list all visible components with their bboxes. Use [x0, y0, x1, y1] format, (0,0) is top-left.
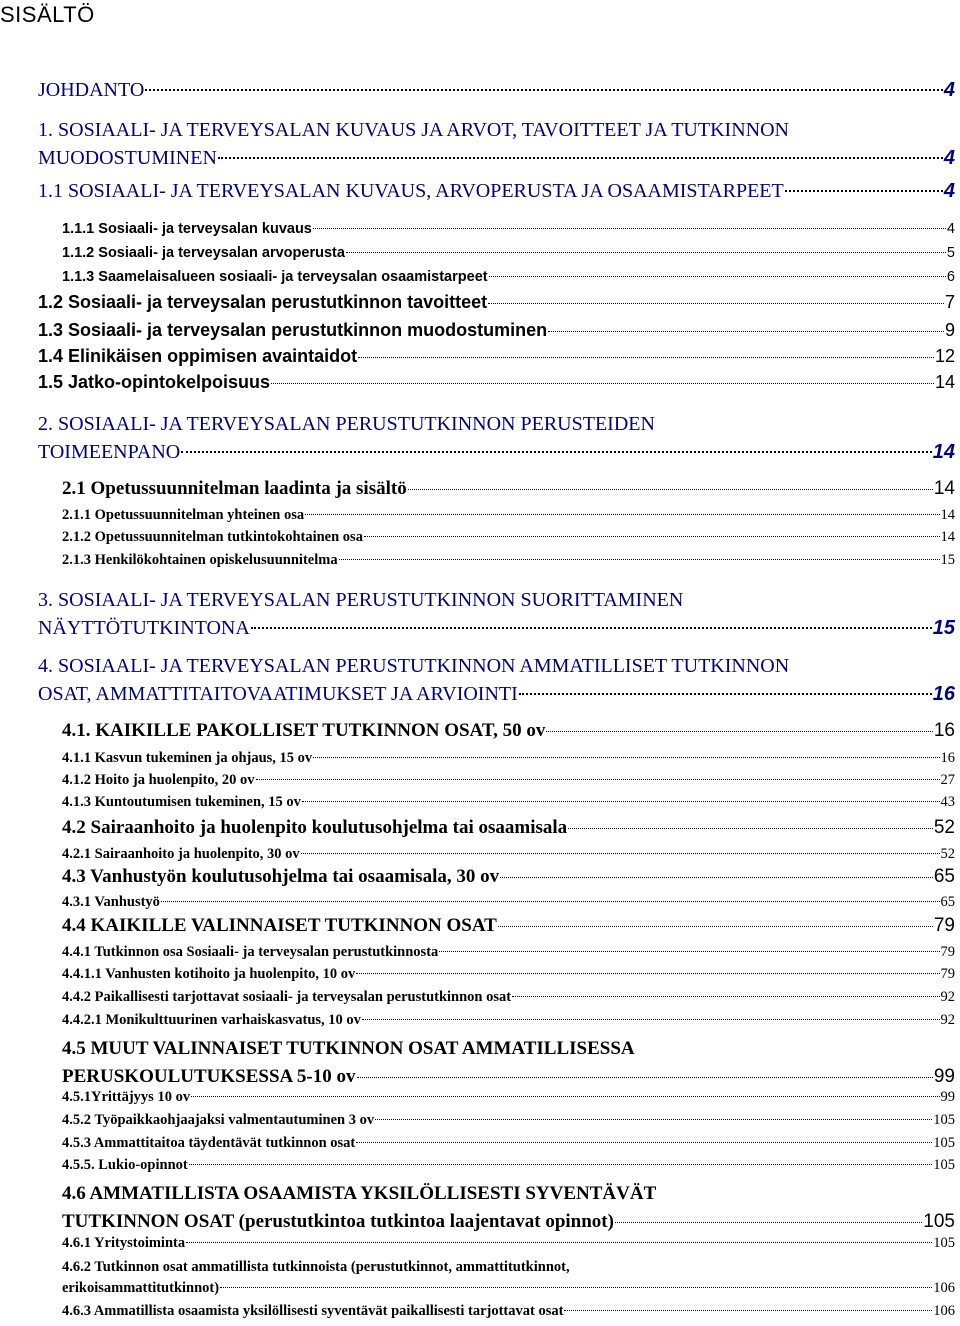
toc-page-number: 14: [934, 372, 955, 392]
toc-entry-title-continued: MUODOSTUMINEN: [38, 147, 217, 169]
dot-leader: [785, 190, 943, 192]
toc-entry-row: [62, 817, 955, 839]
toc-entry-row: [62, 551, 955, 569]
toc-entry-row: [62, 915, 955, 937]
toc-entry-title: 4.5.5. Lukio-opinnot: [62, 1157, 188, 1173]
toc-entry[interactable]: [62, 817, 955, 839]
toc-entry-title: 4.6 AMMATILLISTA OSAAMISTA YKSILÖLLISESTI SYVENTÄVÄT: [62, 1183, 657, 1204]
toc-page-number: 5: [946, 245, 955, 261]
toc-entry-row: [62, 893, 955, 911]
toc-entry-title: 4.4.1.1 Vanhusten kotihoito ja huolenpito, 10 ov: [62, 966, 356, 982]
toc-entry-title: JOHDANTO: [38, 79, 145, 101]
toc-entry-title: 1.3 Sosiaali- ja terveysalan perustutkinnon muodostuminen: [38, 320, 548, 340]
toc-entry-row: [38, 680, 955, 708]
dot-leader: [568, 828, 933, 829]
toc-page-number: 4: [943, 180, 955, 202]
toc-entry[interactable]: [38, 77, 955, 103]
toc-entry-title: 4.6.2 Tutkinnon osat ammatillista tutkinnoista (perustutkinnot, ammattitutkinnot,: [62, 1259, 570, 1275]
toc-entry[interactable]: [38, 292, 955, 312]
dot-leader: [546, 731, 932, 732]
toc-entry[interactable]: [62, 478, 955, 500]
dot-leader: [218, 157, 943, 159]
toc-entry-title: 4.4 KAIKILLE VALINNAISET TUTKINNON OSAT: [62, 915, 497, 936]
toc-entry-row: [38, 292, 955, 312]
toc-entry[interactable]: [62, 771, 955, 789]
dot-leader: [362, 1019, 940, 1020]
toc-entry-row: [62, 988, 955, 1006]
dot-leader: [408, 489, 933, 490]
dot-leader: [161, 901, 940, 902]
toc-entry[interactable]: [62, 965, 955, 983]
toc-entry-title: 1.1.2 Sosiaali- ja terveysalan arvoperusta: [62, 245, 345, 261]
toc-entry-title: 4.4.1 Tutkinnon osa Sosiaali- ja terveysalan perustutkinnosta: [62, 944, 439, 960]
toc-entry-row: [62, 771, 955, 789]
toc-entry-title: 4.5.2 Työpaikkaohjaajaksi valmentautuminen 3 ov: [62, 1112, 375, 1128]
toc-entry-row: [62, 1208, 955, 1236]
toc-entry[interactable]: [62, 866, 955, 888]
toc-entry[interactable]: [38, 116, 955, 172]
toc-entry-row: [62, 528, 955, 546]
toc-entry[interactable]: [62, 1088, 955, 1106]
toc-entry[interactable]: [62, 1111, 955, 1129]
toc-page-number: 14: [933, 478, 955, 499]
toc-page-number: 105: [933, 1135, 955, 1151]
toc-page-number: 14: [940, 507, 955, 523]
dot-leader: [181, 451, 932, 453]
toc-entry-title: 1.5 Jatko-opintokelpoisuus: [38, 372, 271, 392]
dot-leader: [271, 383, 934, 384]
toc-entry-row: [62, 268, 955, 286]
toc-entry-title: 1.4 Elinikäisen oppimisen avaintaidot: [38, 346, 358, 366]
toc-page-number: 4: [943, 147, 955, 169]
toc-entry[interactable]: [62, 528, 955, 546]
toc-page-number: 105: [923, 1211, 955, 1232]
toc-entry[interactable]: [62, 220, 955, 238]
toc-entry-row: [62, 1234, 955, 1252]
dot-leader: [346, 252, 946, 253]
dot-leader: [488, 303, 944, 304]
toc-entry-row: [62, 845, 955, 863]
toc-entry-title: 1.2 Sosiaali- ja terveysalan perustutkinnon tavoitteet: [38, 292, 488, 312]
toc-entry[interactable]: [62, 1234, 955, 1252]
dot-leader: [358, 357, 934, 358]
dot-leader: [548, 331, 944, 332]
dot-leader: [356, 1142, 932, 1143]
dot-leader: [512, 996, 939, 997]
dot-leader: [564, 1310, 932, 1311]
toc-entry[interactable]: [62, 988, 955, 1006]
toc-entry-row: [62, 1156, 955, 1174]
toc-page-number: 99: [940, 1089, 955, 1105]
toc-entry-title: 4.5.1Yrittäjyys 10 ov: [62, 1089, 191, 1105]
dot-leader: [615, 1222, 922, 1223]
toc-entry-row: [62, 749, 955, 767]
toc-entry[interactable]: [38, 178, 955, 204]
toc-entry[interactable]: [62, 1011, 955, 1029]
toc-entry-title: 4.4.2.1 Monikulttuurinen varhaiskasvatus, 10 ov: [62, 1012, 361, 1028]
toc-entry-row: [62, 720, 955, 742]
toc-page-number: 79: [940, 966, 955, 982]
page-title: SISÄLTÖ: [0, 2, 95, 27]
toc-entry-row: [38, 178, 955, 204]
toc-entry-title: 2.1.1 Opetussuunnitelman yhteinen osa: [62, 507, 305, 523]
toc-entry-row: [38, 438, 955, 466]
toc-entry-row: [62, 1134, 955, 1152]
toc-entry[interactable]: [62, 893, 955, 911]
toc-entry-title: 4.1.1 Kasvun tukeminen ja ohjaus, 15 ov: [62, 750, 313, 766]
toc-entry-title-continued: PERUSKOULUTUKSESSA 5-10 ov: [62, 1066, 356, 1087]
toc-entry-title-continued: NÄYTTÖTUTKINTONA: [38, 617, 250, 639]
toc-entry-row: [38, 320, 955, 340]
dot-leader: [364, 536, 940, 537]
dot-leader: [191, 1096, 939, 1097]
toc-entry-title: 4.6.3 Ammatillista osaamista yksilöllisesti syventävät paikallisesti tarjottavat osat: [62, 1303, 564, 1319]
toc-entry-title: 4. SOSIAALI- JA TERVEYSALAN PERUSTUTKINNON AMMATILLISET TUTKINNON: [38, 655, 790, 677]
toc-entry[interactable]: [62, 506, 955, 524]
toc-entry[interactable]: [62, 1156, 955, 1174]
toc-page-number: 79: [940, 944, 955, 960]
dot-leader: [313, 757, 939, 758]
toc-page-number: 4: [943, 79, 955, 101]
dot-leader: [301, 853, 940, 854]
dot-leader: [339, 559, 940, 560]
toc-page-number: 43: [940, 794, 955, 810]
toc-entry-row: [38, 614, 955, 642]
toc-entry-row: [62, 1302, 955, 1320]
dot-leader: [375, 1119, 932, 1120]
toc-page-number: 99: [933, 1066, 955, 1087]
toc-page-number: 65: [940, 894, 955, 910]
toc-page-number: 15: [932, 617, 955, 639]
dot-leader: [500, 877, 933, 878]
toc-entry-title: 4.3 Vanhustyön koulutusohjelma tai osaamisala, 30 ov: [62, 866, 500, 887]
toc-page-number: 52: [933, 817, 955, 838]
dot-leader: [519, 693, 932, 695]
toc-page-number: 15: [940, 552, 955, 568]
toc-page-number: 14: [932, 441, 955, 463]
toc-entry-title: 1.1.1 Sosiaali- ja terveysalan kuvaus: [62, 221, 312, 237]
toc-entry[interactable]: [38, 410, 955, 466]
dot-leader: [498, 926, 933, 927]
toc-entry-row: [62, 220, 955, 238]
dot-leader: [302, 801, 940, 802]
toc-page-number: 106: [933, 1303, 955, 1319]
toc-page-number: 106: [933, 1280, 955, 1296]
toc-page-number: 65: [933, 866, 955, 887]
dot-leader: [145, 89, 943, 91]
toc-entry-title: 4.4.2 Paikallisesti tarjottavat sosiaali- ja terveysalan perustutkinnon osat: [62, 989, 512, 1005]
toc-page-number: 4: [946, 221, 955, 237]
toc-entry-row: [38, 144, 955, 172]
dot-leader: [189, 1164, 933, 1165]
toc-entry[interactable]: [38, 586, 955, 642]
toc-entry[interactable]: [62, 1134, 955, 1152]
toc-entry[interactable]: [62, 720, 955, 742]
toc-page-number: 92: [940, 1012, 955, 1028]
toc-entry-row: [62, 244, 955, 262]
toc-entry-title: 2. SOSIAALI- JA TERVEYSALAN PERUSTUTKINNON PERUSTEIDEN: [38, 413, 655, 435]
toc-entry-row: [62, 478, 955, 500]
toc-entry-row: [62, 1011, 955, 1029]
toc-entry-title: 1. SOSIAALI- JA TERVEYSALAN KUVAUS JA ARVOT, TAVOITTEET JA TUTKINNON: [38, 119, 789, 141]
toc-page-number: 16: [940, 750, 955, 766]
toc-page-number: 105: [933, 1235, 955, 1251]
toc-entry[interactable]: [62, 943, 955, 961]
dot-leader: [439, 951, 939, 952]
toc-entry-title: 4.3.1 Vanhustyö: [62, 894, 160, 910]
toc-entry[interactable]: [62, 1180, 955, 1236]
dot-leader: [256, 779, 940, 780]
dot-leader: [251, 627, 932, 629]
toc-entry[interactable]: [62, 1257, 955, 1299]
toc-entry[interactable]: [38, 652, 955, 708]
toc-page-number: 92: [940, 989, 955, 1005]
toc-page-number: 52: [940, 846, 955, 862]
toc-entry[interactable]: [62, 793, 955, 811]
dot-leader: [357, 1077, 933, 1078]
toc-entry[interactable]: [62, 551, 955, 569]
toc-entry[interactable]: [62, 915, 955, 937]
dot-leader: [313, 228, 946, 229]
dot-leader: [305, 514, 939, 515]
toc-entry-row: [38, 77, 955, 103]
toc-entry[interactable]: [38, 346, 955, 366]
toc-page-number: 14: [940, 529, 955, 545]
toc-entry-row: [62, 965, 955, 983]
toc-entry-title: 4.5.3 Ammattitaitoa täydentävät tutkinnon osat: [62, 1135, 356, 1151]
toc-entry-title-continued: TUTKINNON OSAT (perustutkintoa tutkintoa laajentavat opinnot): [62, 1211, 614, 1232]
toc-entry-row: [62, 1278, 955, 1299]
toc-page-number: 79: [933, 915, 955, 936]
toc-entry-row: [62, 943, 955, 961]
toc-entry[interactable]: [62, 268, 955, 286]
toc-entry[interactable]: [62, 1035, 955, 1091]
toc-entry-title: 2.1.3 Henkilökohtainen opiskelusuunnitelma: [62, 552, 338, 568]
toc-entry-title: 3. SOSIAALI- JA TERVEYSALAN PERUSTUTKINNON SUORITTAMINEN: [38, 589, 684, 611]
toc-entry-title: 1.1 SOSIAALI- JA TERVEYSALAN KUVAUS, ARVOPERUSTA JA OSAAMISTARPEET: [38, 180, 784, 202]
toc-entry-title: 4.1.3 Kuntoutumisen tukeminen, 15 ov: [62, 794, 301, 810]
toc-entry[interactable]: [62, 845, 955, 863]
toc-page-number: 12: [934, 346, 955, 366]
toc-page-number: 27: [940, 772, 955, 788]
toc-entry-title-continued: OSAT, AMMATTITAITOVAATIMUKSET JA ARVIOINTI: [38, 683, 518, 705]
toc-entry-title: 4.1. KAIKILLE PAKOLLISET TUTKINNON OSAT, 50 ov: [62, 720, 546, 741]
toc-entry-row: [62, 1088, 955, 1106]
toc-entry[interactable]: [62, 749, 955, 767]
toc-page-number: 105: [933, 1112, 955, 1128]
toc-entry[interactable]: [62, 244, 955, 262]
toc-entry-title-continued: erikoisammattitutkinnot): [62, 1280, 220, 1296]
toc-page-number: 105: [933, 1157, 955, 1173]
dot-leader: [489, 276, 946, 277]
toc-entry-title: 4.6.1 Yritystoiminta: [62, 1235, 186, 1251]
toc-entry-title: 1.1.3 Saamelaisalueen sosiaali- ja terveysalan osaamistarpeet: [62, 269, 488, 285]
toc-entry-row: [62, 1111, 955, 1129]
toc-page-number: 6: [946, 269, 955, 285]
toc-page-number: 9: [944, 320, 955, 340]
toc-entry-title: 4.5 MUUT VALINNAISET TUTKINNON OSAT AMMATILLISESSA: [62, 1038, 635, 1059]
toc-entry[interactable]: [62, 1302, 955, 1320]
toc-entry-row: [38, 372, 955, 392]
dot-leader: [220, 1287, 932, 1288]
dot-leader: [356, 973, 939, 974]
toc-entry-title: 4.2 Sairaanhoito ja huolenpito koulutusohjelma tai osaamisala: [62, 817, 568, 838]
toc-entry-row: [38, 346, 955, 366]
toc-page-number: 16: [932, 683, 955, 705]
toc-entry-title: 4.1.2 Hoito ja huolenpito, 20 ov: [62, 772, 255, 788]
toc-entry-row: [62, 506, 955, 524]
toc-entry-row: [62, 793, 955, 811]
toc-entry-row: [62, 1063, 955, 1091]
toc-page-number: 16: [933, 720, 955, 741]
toc-entry[interactable]: [38, 372, 955, 392]
toc-entry-title: 4.2.1 Sairaanhoito ja huolenpito, 30 ov: [62, 846, 300, 862]
toc-entry-title: 2.1.2 Opetussuunnitelman tutkintokohtainen osa: [62, 529, 363, 545]
toc-entry[interactable]: [38, 320, 955, 340]
toc-page-number: 7: [944, 292, 955, 312]
toc-entry-title-continued: TOIMEENPANO: [38, 441, 181, 463]
toc-entry-title: 2.1 Opetussuunnitelman laadinta ja sisältö: [62, 478, 407, 499]
dot-leader: [186, 1242, 932, 1243]
toc-entry-row: [62, 866, 955, 888]
